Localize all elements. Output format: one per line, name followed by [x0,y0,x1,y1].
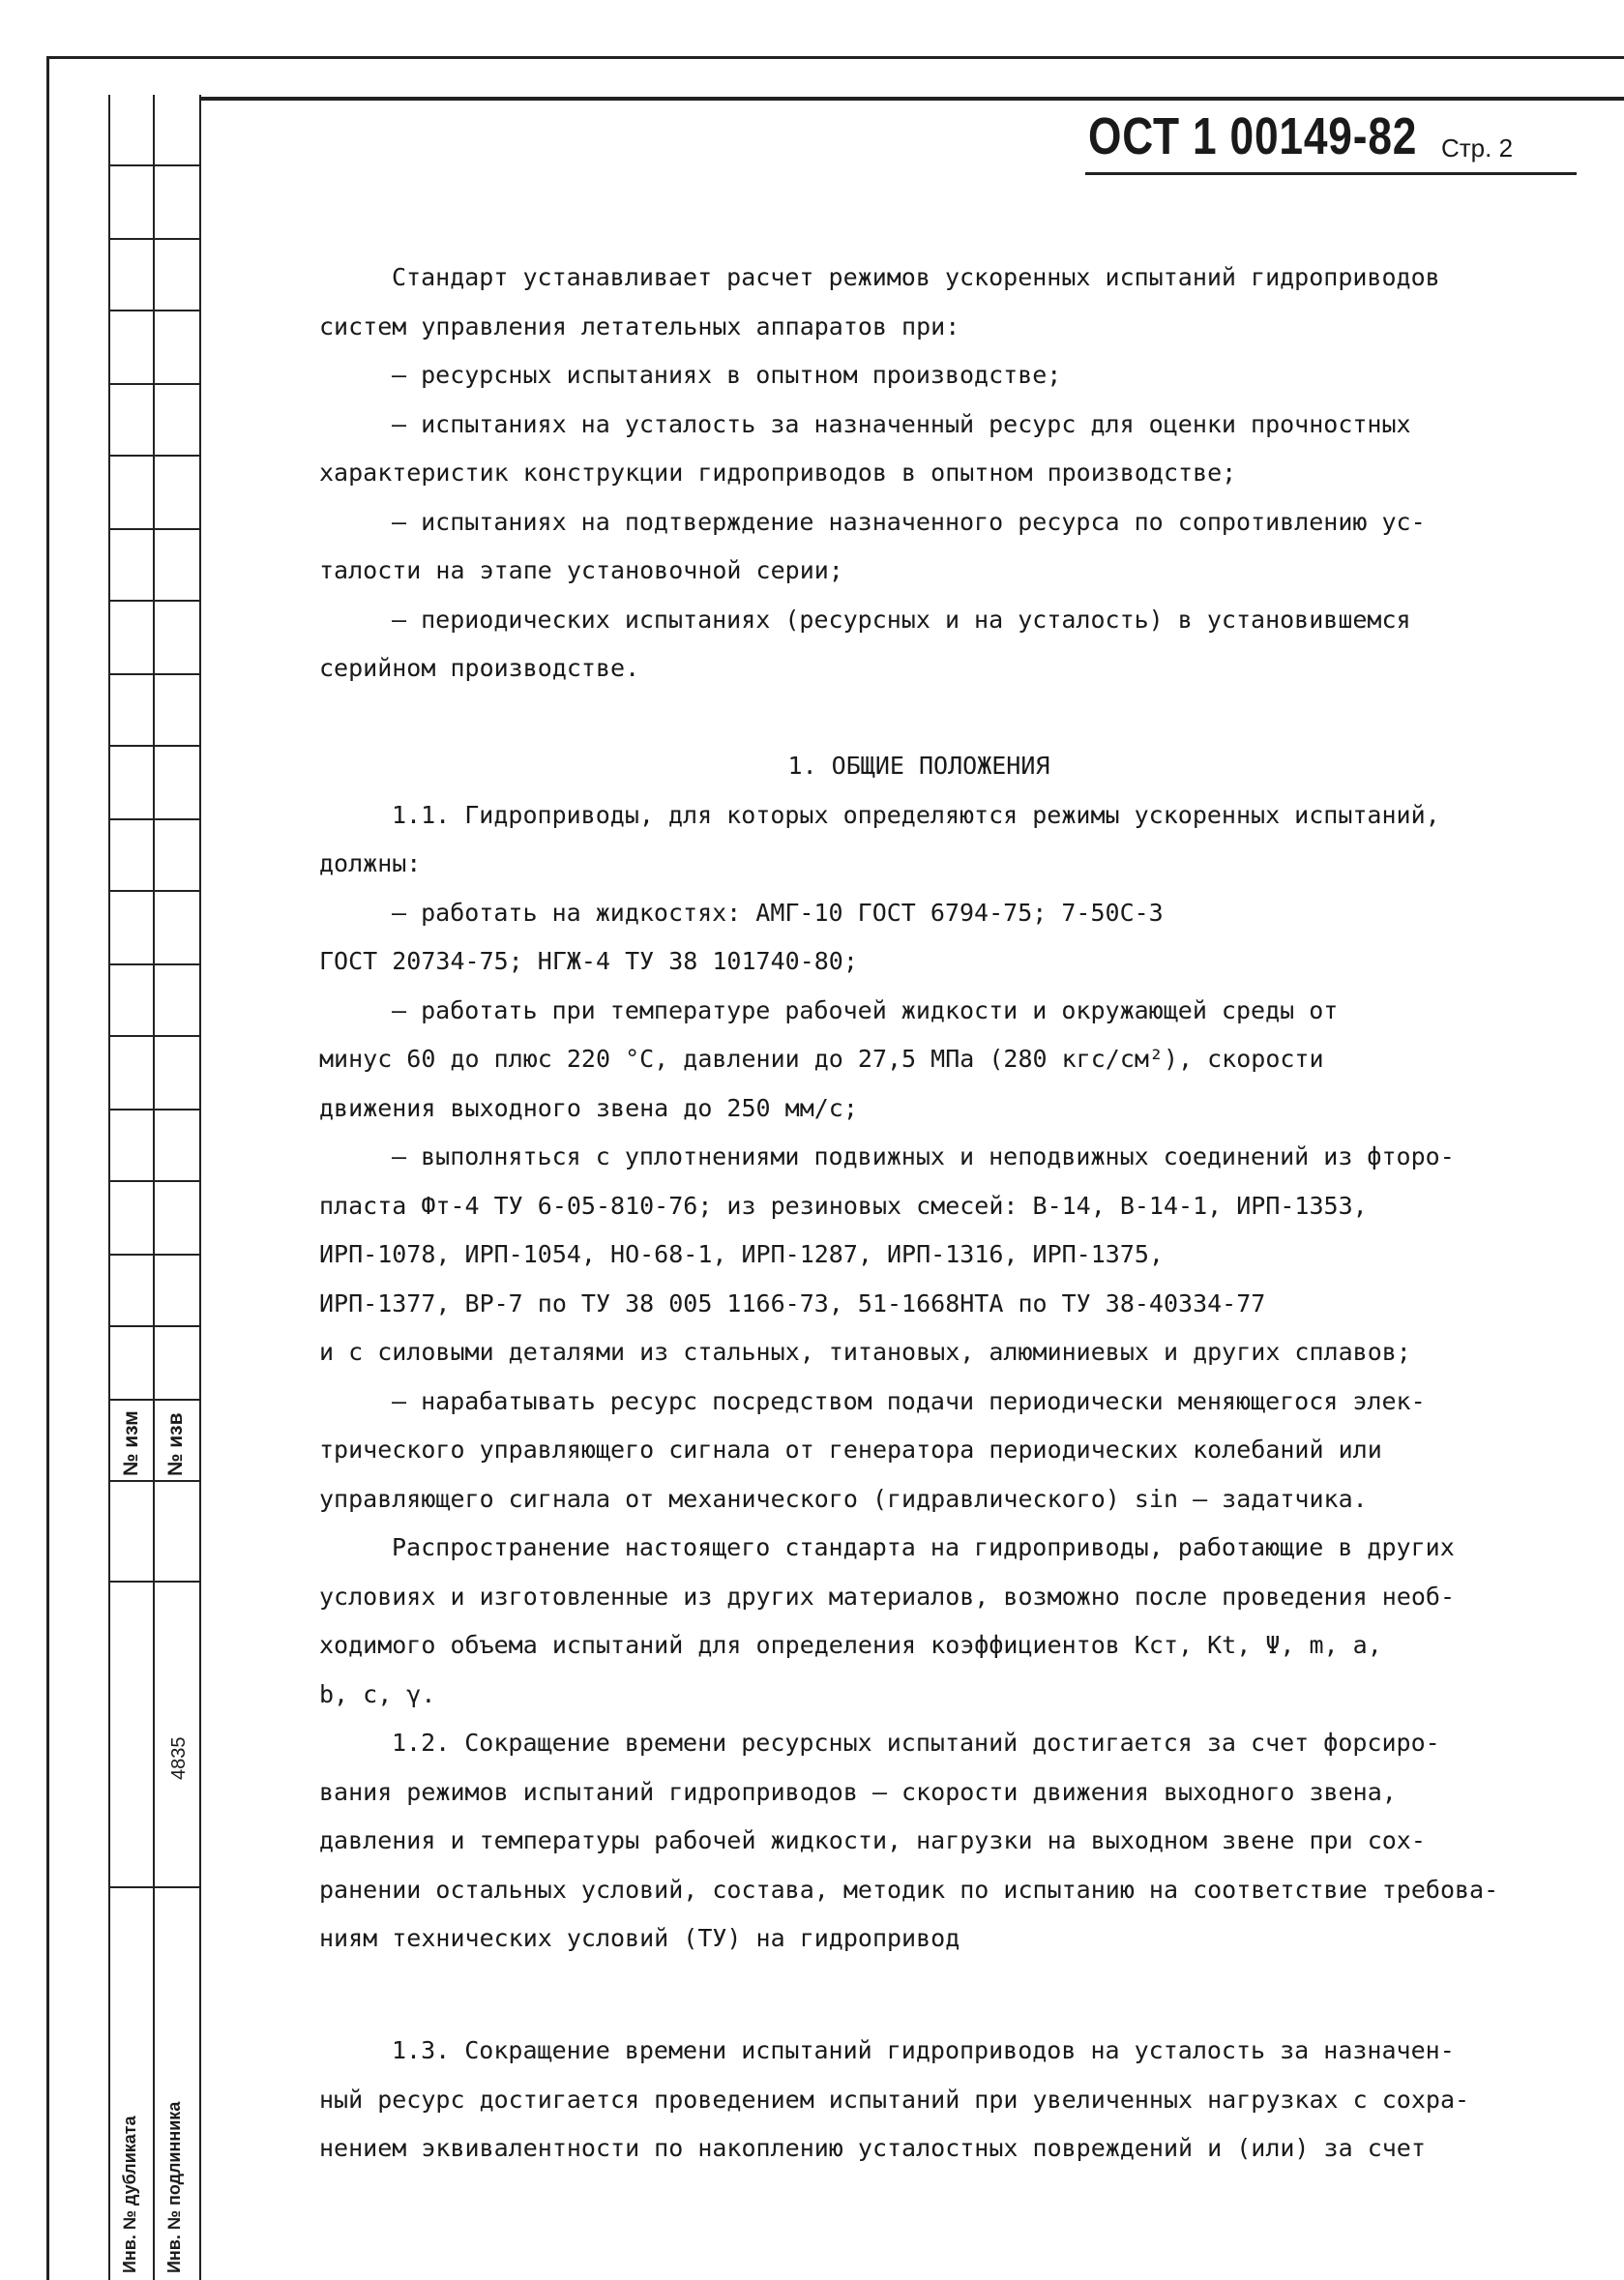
strip-divider [199,95,201,2280]
strip-cell-border [108,528,201,530]
section-heading: 1. ОБЩИЕ ПОЛОЖЕНИЯ [787,752,1050,780]
strip-cell-border [108,1886,201,1888]
strip-cell-border [108,890,201,892]
text-line: управляющего сигнала от механического (гидравлического) sin – задатчика. [319,1484,1368,1513]
text-line: – нарабатывать ресурс посредством подачи периодически меняющегося элек- [392,1386,1426,1415]
body-text [319,253,1519,1964]
text-line: – работать на жидкостях: АМГ-10 ГОСТ 6794-75; 7-50С-3 [392,898,1164,927]
strip-divider [153,95,155,2280]
strip-cell-border [108,455,201,457]
text-line: 1.1. Гидроприводы, для которых определяются режимы ускоренных испытаний, [392,800,1440,829]
text-line: ный ресурс достигается проведением испытаний при увеличенных нагрузках с сохра- [319,2085,1470,2114]
text-line: – выполняться с уплотнениями подвижных и неподвижных соединений из фторо- [392,1142,1455,1170]
strip-cell-border [108,383,201,385]
text-line: ниям технических условий (ТУ) на гидропривод [319,1924,960,1952]
strip-cell-border [108,1581,201,1583]
text-line: Стандарт устанавливает расчет режимов ускоренных испытаний гидроприводов [392,263,1440,291]
text-line: давления и температуры рабочей жидкости, нагрузки на выходном звене при сох- [319,1826,1426,1854]
text-line: 1.2. Сокращение времени ресурсных испытаний достигается за счет форсиро- [392,1729,1440,1757]
text-line: ГОСТ 20734-75; НГЖ-4 ТУ 38 101740-80; [319,947,858,975]
text-line: – работать при температуре рабочей жидкости и окружающей среды от [392,995,1339,1024]
strip-cell-border [108,963,201,965]
text-line: ИРП-1078, ИРП-1054, НО-68-1, ИРП-1287, ИРП-1316, ИРП-1375, [319,1240,1164,1268]
margin-label-izm: № изм [120,1410,142,1476]
document-code: ОСТ 1 00149-82 [1088,107,1418,165]
margin-inventory-number: 4835 [168,1736,190,1780]
frame-top-border [46,56,1624,59]
text-line: минус 60 до плюс 220 °С, давлении до 27,5 МПа (280 кгс/см²), скорости [319,1045,1324,1073]
text-line: систем управления летательных аппаратов при: [319,311,960,341]
text-line: движения выходного звена до 250 мм/с; [319,1093,858,1122]
strip-cell-border [108,310,201,311]
text-line: – испытаниях на подтверждение назначенного ресурса по сопротивлению ус- [392,507,1426,536]
strip-cell-border [108,1480,201,1482]
section-1-3-text [319,2027,1519,2174]
text-line: серийном производстве. [319,654,640,682]
strip-cell-border [108,1254,201,1256]
page-number: Стр. 2 [1441,133,1514,163]
frame-left-border [46,56,49,2280]
text-line: вания режимов испытаний гидроприводов – скорости движения выходного звена, [319,1777,1397,1806]
text-line: 1.3. Сокращение времени испытаний гидроприводов на усталость за назначен- [392,2036,1455,2064]
text-line: Распространение настоящего стандарта на гидроприводы, работающие в других [392,1533,1455,1561]
text-line: нением эквивалентности по накоплению усталостных повреждений и (или) за счет [319,2134,1426,2162]
margin-label-izv: № изв [164,1412,187,1476]
strip-cell-border [108,673,201,675]
margin-strip [108,95,201,2280]
strip-divider [108,95,110,2280]
text-line: – испытаниях на усталость за назначенный ресурс для оценки прочностных [392,409,1411,438]
strip-cell-border [108,600,201,602]
text-line: ходимого объема испытаний для определения коэффициентов Kст, Kt, Ψ, m, a, [319,1631,1382,1659]
strip-cell-border [108,818,201,820]
strip-cell-border [108,1325,201,1327]
text-line: и с силовыми деталями из стальных, титановых, алюминиевых и других сплавов; [319,1338,1411,1366]
text-line: – ресурсных испытаниях в опытном производстве; [392,361,1062,389]
strip-cell-border [108,745,201,747]
text-line: условиях и изготовленные из других материалов, возможно после проведения необ- [319,1582,1455,1611]
strip-cell-border [108,238,201,240]
margin-label-podlinnik: Инв. № подлинника [164,2101,184,2273]
text-line [319,694,1519,743]
text-line: талости на этапе установочной серии; [319,556,843,584]
code-underline [1085,172,1577,175]
margin-label-dublikat: Инв. № дубликата [120,2116,139,2273]
strip-cell-border [108,1180,201,1182]
text-line: пласта Фт-4 ТУ 6-05-810-76; из резиновых смесей: В-14, В-14-1, ИРП-1353, [319,1191,1368,1220]
text-line: трического управляющего сигнала от генератора периодических колебаний или [319,1436,1382,1464]
header-rule [201,97,1624,101]
text-line: – периодических испытаниях (ресурсных и на усталость) в установившемся [392,605,1411,634]
strip-cell-border [108,1399,201,1401]
text-line: ранении остальных условий, состава, методик по испытанию на соответствие требова- [319,1875,1499,1904]
strip-cell-border [108,1035,201,1037]
text-line: должны: [319,849,422,877]
strip-cell-border [108,1109,201,1110]
text-line: b, c, γ. [319,1679,436,1708]
text-line: ИРП-1377, ВР-7 по ТУ 38 005 1166-73, 51-1668НТА по ТУ 38-40334-77 [319,1288,1266,1318]
text-line: характеристик конструкции гидроприводов в опытном производстве; [319,459,1237,487]
strip-cell-border [108,164,201,166]
